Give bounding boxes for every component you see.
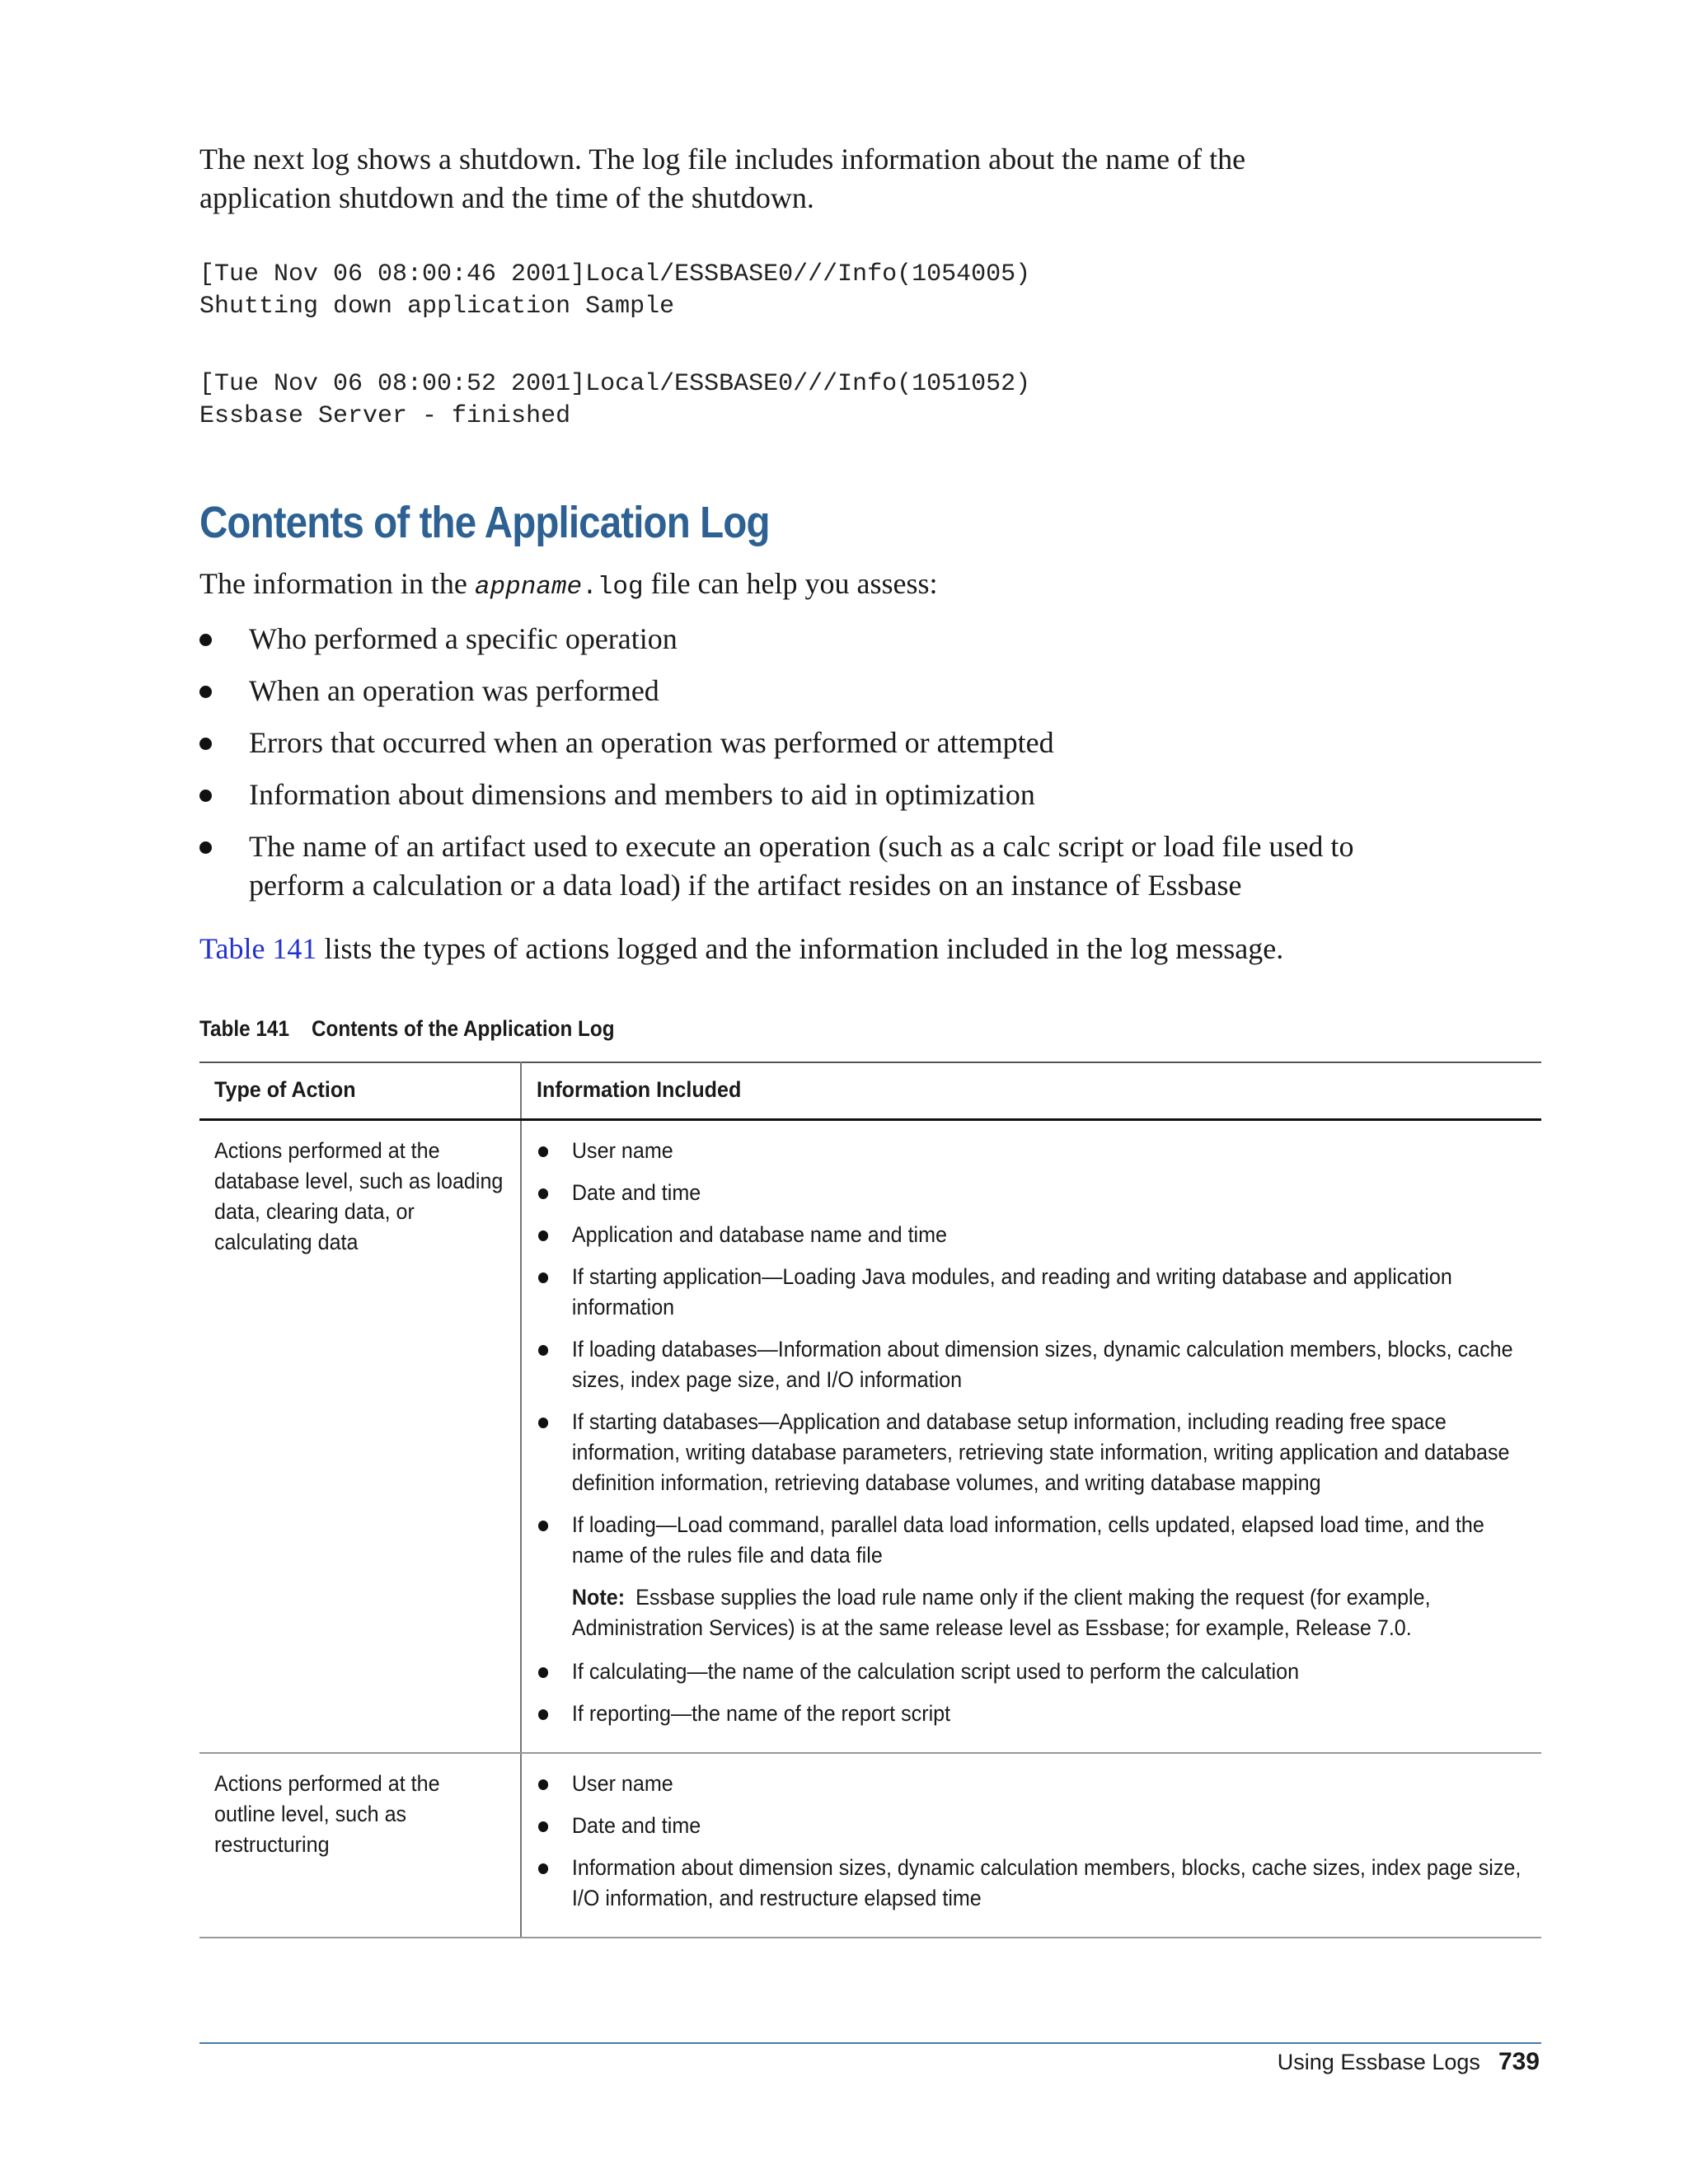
list-item <box>538 1769 1522 1799</box>
list-item <box>199 672 1395 710</box>
bullet-icon <box>538 1418 548 1428</box>
bullet-icon <box>538 1146 548 1157</box>
section-heading: Contents of the Application Log <box>199 498 770 547</box>
bullet-icon <box>199 634 212 646</box>
document-page <box>199 140 1541 1938</box>
lead-text: The information in the <box>199 567 475 600</box>
page-footer <box>1278 2048 1540 2076</box>
list-item-text: When an operation was performed <box>249 674 659 707</box>
info-content <box>538 1769 1522 1914</box>
table-reference-paragraph <box>199 930 1541 968</box>
reference-text: lists the types of actions logged and the information included in the log message. <box>316 932 1284 965</box>
column-header-information-included <box>521 1062 1541 1120</box>
bullet-icon <box>538 1188 548 1199</box>
list-item-text: Information about dimensions and members to aid in optimization <box>249 778 1035 811</box>
lead-paragraph <box>199 565 1541 607</box>
list-item <box>538 1334 1522 1395</box>
list-item <box>538 1178 1522 1208</box>
list-item <box>538 1699 1522 1729</box>
list-item <box>199 620 1395 658</box>
list-item-text: If starting databases—Application and database setup information, including reading free space information, writing database parameters, retrieving state information, writing application and database definition information, retrieving database volumes, and writing database mapping <box>571 1409 1510 1495</box>
assess-list <box>199 620 1541 905</box>
bullet-icon <box>538 1709 548 1720</box>
header-label: Information Included <box>537 1077 742 1102</box>
contents-table <box>199 1062 1541 1938</box>
info-content <box>538 1136 1522 1729</box>
bullet-icon <box>538 1821 548 1832</box>
list-item <box>538 1407 1522 1498</box>
column-header-type-of-action <box>199 1062 521 1120</box>
log-entry <box>199 259 1541 323</box>
list-item <box>538 1853 1522 1914</box>
intro-paragraph: The next log shows a shutdown. The log file includes information about the name of the application shutdown and the time of the shutdown. <box>199 143 1246 214</box>
log-line: Essbase Server - finished <box>199 402 571 430</box>
table-title: Contents of the Application Log <box>311 1016 615 1041</box>
list-item-text: If calculating—the name of the calculation script used to perform the calculation <box>571 1659 1300 1684</box>
lead-text: file can help you assess: <box>643 567 938 600</box>
list-item-text: Application and database name and time <box>571 1222 948 1247</box>
table-141-link[interactable]: Table 141 <box>199 932 317 965</box>
table-number: Table 141 <box>199 1016 289 1041</box>
bullet-icon <box>538 1521 548 1531</box>
log-entry <box>199 368 1541 433</box>
code-name: appname <box>474 573 583 602</box>
bullet-icon <box>538 1230 548 1241</box>
bullet-icon <box>199 790 212 802</box>
list-item <box>538 1220 1522 1250</box>
note-text: Essbase supplies the load rule name only if the client making the request (for example, Administration Services) is at the same release level as Essbase; for example, Release 7.0. <box>571 1585 1431 1640</box>
log-line: Shutting down application Sample <box>199 293 675 321</box>
list-item-text: Date and time <box>571 1180 701 1205</box>
log-line: [Tue Nov 06 08:00:46 2001]Local/ESSBASE0///Info(1054005) <box>199 260 1031 288</box>
footer-section-title: Using Essbase Logs <box>1277 2050 1480 2074</box>
list-item <box>538 1262 1522 1323</box>
page-number: 739 <box>1498 2048 1540 2075</box>
bullet-icon <box>538 1272 548 1283</box>
action-text: Actions performed at the outline level, such as restructuring <box>214 1771 440 1857</box>
bullet-icon <box>538 1779 548 1790</box>
list-item <box>538 1510 1522 1571</box>
list-item <box>199 776 1395 814</box>
list-item <box>538 1657 1522 1687</box>
bullet-icon <box>199 686 212 698</box>
log-line: [Tue Nov 06 08:00:52 2001]Local/ESSBASE0///Info(1051052) <box>199 370 1031 398</box>
info-list <box>538 1136 1522 1571</box>
bullet-icon <box>538 1667 548 1678</box>
list-item-text: If reporting—the name of the report script <box>571 1701 951 1726</box>
list-item-text: The name of an artifact used to execute an operation (such as a calc script or load file used to perform a calculation or a data load) if the artifact resides on an instance of Essbase <box>249 830 1354 902</box>
info-list <box>538 1657 1522 1729</box>
list-item-text: Errors that occurred when an operation was performed or attempted <box>249 726 1054 759</box>
header-label: Type of Action <box>214 1077 356 1102</box>
info-cell <box>521 1120 1541 1754</box>
inline-code <box>475 573 644 602</box>
bullet-icon <box>199 841 212 854</box>
list-item-text: If starting application—Loading Java modules, and reading and writing database and application information <box>571 1264 1452 1319</box>
list-item <box>538 1811 1522 1841</box>
table-header-row <box>199 1062 1541 1120</box>
list-item-text: Who performed a specific operation <box>249 622 678 655</box>
footer-rule <box>199 2042 1541 2044</box>
bullet-icon <box>199 738 212 750</box>
action-cell <box>199 1753 521 1938</box>
info-list <box>538 1769 1522 1914</box>
bullet-icon <box>538 1345 548 1356</box>
code-extension: .log <box>582 573 644 602</box>
bullet-icon <box>538 1863 548 1874</box>
list-item-text: User name <box>571 1771 673 1796</box>
action-text: Actions performed at the database level, such as loading data, clearing data, or calculating data <box>214 1138 504 1254</box>
action-cell <box>199 1120 521 1754</box>
table-row <box>199 1753 1541 1938</box>
note <box>538 1582 1522 1643</box>
note-label: Note: <box>571 1585 626 1610</box>
list-item <box>538 1136 1522 1166</box>
list-item-text: User name <box>571 1138 673 1163</box>
list-item-text: Information about dimension sizes, dynamic calculation members, blocks, cache sizes, index page size, I/O information, and restructure elapsed time <box>571 1855 1522 1910</box>
list-item <box>199 724 1395 762</box>
list-item-text: If loading databases—Information about dimension sizes, dynamic calculation members, blocks, cache sizes, index page size, and I/O information <box>571 1337 1513 1392</box>
table-row <box>199 1120 1541 1754</box>
list-item-text: If loading—Load command, parallel data load information, cells updated, elapsed load time, and the name of the rules file and data file <box>571 1512 1484 1568</box>
list-item-text: Date and time <box>571 1813 701 1838</box>
info-cell <box>521 1753 1541 1938</box>
list-item <box>199 827 1395 905</box>
table-caption <box>199 1016 1407 1042</box>
